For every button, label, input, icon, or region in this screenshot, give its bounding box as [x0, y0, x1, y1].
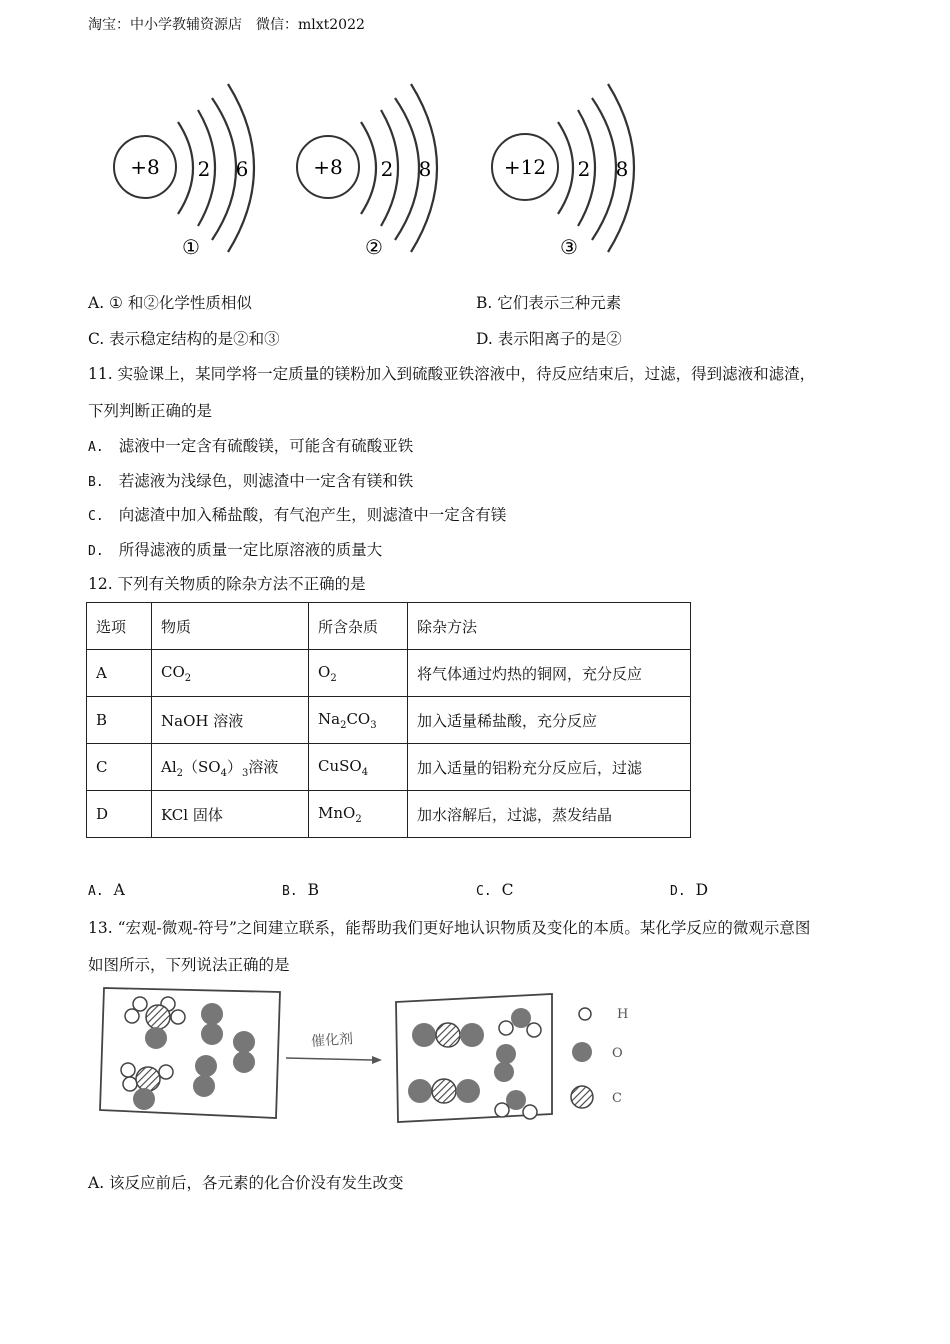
table-header-cell: 物质	[152, 603, 309, 650]
q11-option-c-letter: C.	[88, 509, 104, 524]
q11-stem-line1: 11. 实验课上，某同学将一定质量的镁粉加入到硫酸亚铁溶液中，待反应结束后，过滤，得到滤液和滤渣，	[88, 365, 816, 383]
table-cell-impurity: CuSO$_4$	[309, 744, 408, 791]
atom-1-label: ①	[182, 235, 200, 259]
q10-option-b: B. 它们表示三种元素	[476, 294, 622, 312]
atom-1-shell-1: 2	[197, 157, 211, 181]
q10-option-c: C. 表示稳定结构的是②和③	[88, 330, 280, 348]
table-cell-substance: $Al_2(SO_4)_3$溶液	[152, 744, 309, 791]
table-cell-option: C	[87, 744, 152, 791]
q10-option-a: A. ① 和②化学性质相似	[88, 294, 252, 312]
table-cell-option: A	[87, 650, 152, 697]
reaction-arrow	[286, 1058, 372, 1060]
q12-stem: 12. 下列有关物质的除杂方法不正确的是	[88, 575, 366, 593]
atom-2	[297, 84, 437, 259]
q11-option-d-letter: D.	[88, 544, 104, 559]
diagram-legend	[571, 1007, 628, 1108]
table-row	[87, 791, 691, 838]
q10-option-d: D. 表示阳离子的是②	[476, 330, 622, 348]
table-cell-substance: NaOH 溶液	[152, 697, 309, 744]
q12-answer-b: B. B	[282, 881, 320, 899]
table-cell-method: 加入适量稀盐酸，充分反应	[408, 697, 691, 744]
atom-3-shell-2: 8	[615, 157, 629, 181]
q11-option-a-letter: A.	[88, 440, 104, 455]
q11-option-c-text: 向滤渣中加入稀盐酸，有气泡产生，则滤渣中一定含有镁	[118, 506, 507, 524]
methane-molecule	[125, 997, 185, 1029]
table-row	[87, 650, 691, 697]
q11-option-d	[88, 538, 382, 560]
atom-1	[114, 84, 254, 259]
table-header-cell: 所含杂质	[309, 603, 408, 650]
q13-option-a: A. 该反应前后，各元素的化合价没有发生改变	[88, 1174, 404, 1192]
q12-answer-a: A. A	[88, 881, 125, 899]
q11-option-d-text: 所得滤液的质量一定比原溶液的质量大	[118, 541, 383, 559]
table-header-row	[87, 603, 691, 650]
atom-1-shell-2: 6	[235, 157, 249, 181]
legend-label-o: O	[612, 1046, 623, 1061]
table-header-cell: 除杂方法	[408, 603, 691, 650]
table-cell-method: 加入适量的铝粉充分反应后，过滤	[408, 744, 691, 791]
impurity-table	[86, 602, 691, 838]
carbon-legend-icon	[571, 1086, 593, 1108]
q13-stem-line1: 13. “宏观-微观-符号”之间建立联系，能帮助我们更好地认识物质及变化的本质。某化学反应的微观示意图	[88, 919, 811, 937]
oxygen-legend-icon	[572, 1042, 592, 1062]
q11-option-c	[88, 503, 506, 525]
atom-2-shell-2: 8	[418, 157, 432, 181]
q12-answer-d: D. D	[670, 881, 709, 899]
table-cell-impurity: $O_2$	[309, 650, 408, 697]
reaction-micro-diagram	[96, 982, 656, 1132]
atom-1-nucleus: +8	[130, 155, 160, 179]
oxygen-atom	[145, 1027, 167, 1049]
table-cell-method: 加水溶解后，过滤，蒸发结晶	[408, 791, 691, 838]
table-cell-option: D	[87, 791, 152, 838]
q11-option-a	[88, 434, 413, 456]
table-cell-method: 将气体通过灼热的铜网，充分反应	[408, 650, 691, 697]
catalyst-label: 催化剂	[310, 1031, 354, 1051]
methane-molecule	[121, 1063, 173, 1091]
q11-stem-line2: 下列判断正确的是	[88, 402, 213, 420]
q12-answer-c: C. C	[476, 881, 514, 899]
q11-option-b-text: 若滤液为浅绿色，则滤渣中一定含有镁和铁	[118, 472, 414, 490]
atom-2-shell-1: 2	[380, 157, 394, 181]
q11-option-a-text: 滤液中一定含有硫酸镁，可能含有硫酸亚铁	[118, 437, 414, 455]
q13-stem-line2: 如图所示，下列说法正确的是	[88, 956, 290, 974]
table-cell-impurity: MnO$_2$	[309, 791, 408, 838]
atom-structure-diagrams	[100, 70, 660, 270]
table-cell-option: B	[87, 697, 152, 744]
table-cell-substance: $CO_2$	[152, 650, 309, 697]
atom-3	[492, 84, 634, 259]
legend-label-c: C	[612, 1091, 622, 1106]
page-header: 淘宝：中小学教辅资源店 微信：mlxt2022	[88, 17, 365, 33]
table-cell-impurity: $Na_2CO_3$	[309, 697, 408, 744]
atom-3-label: ③	[560, 235, 578, 259]
table-cell-substance: KCl 固体	[152, 791, 309, 838]
q11-option-b	[88, 469, 413, 491]
reactants-box	[100, 988, 280, 1118]
table-row	[87, 697, 691, 744]
atom-2-nucleus: +8	[313, 155, 343, 179]
table-row	[87, 744, 691, 791]
atom-3-nucleus: +12	[503, 155, 547, 179]
q11-option-b-letter: B.	[88, 475, 104, 490]
atom-2-label: ②	[365, 235, 383, 259]
legend-label-h: H	[617, 1007, 629, 1022]
hydrogen-legend-icon	[579, 1008, 591, 1020]
table-header-cell: 选项	[87, 603, 152, 650]
atom-3-shell-1: 2	[577, 157, 591, 181]
